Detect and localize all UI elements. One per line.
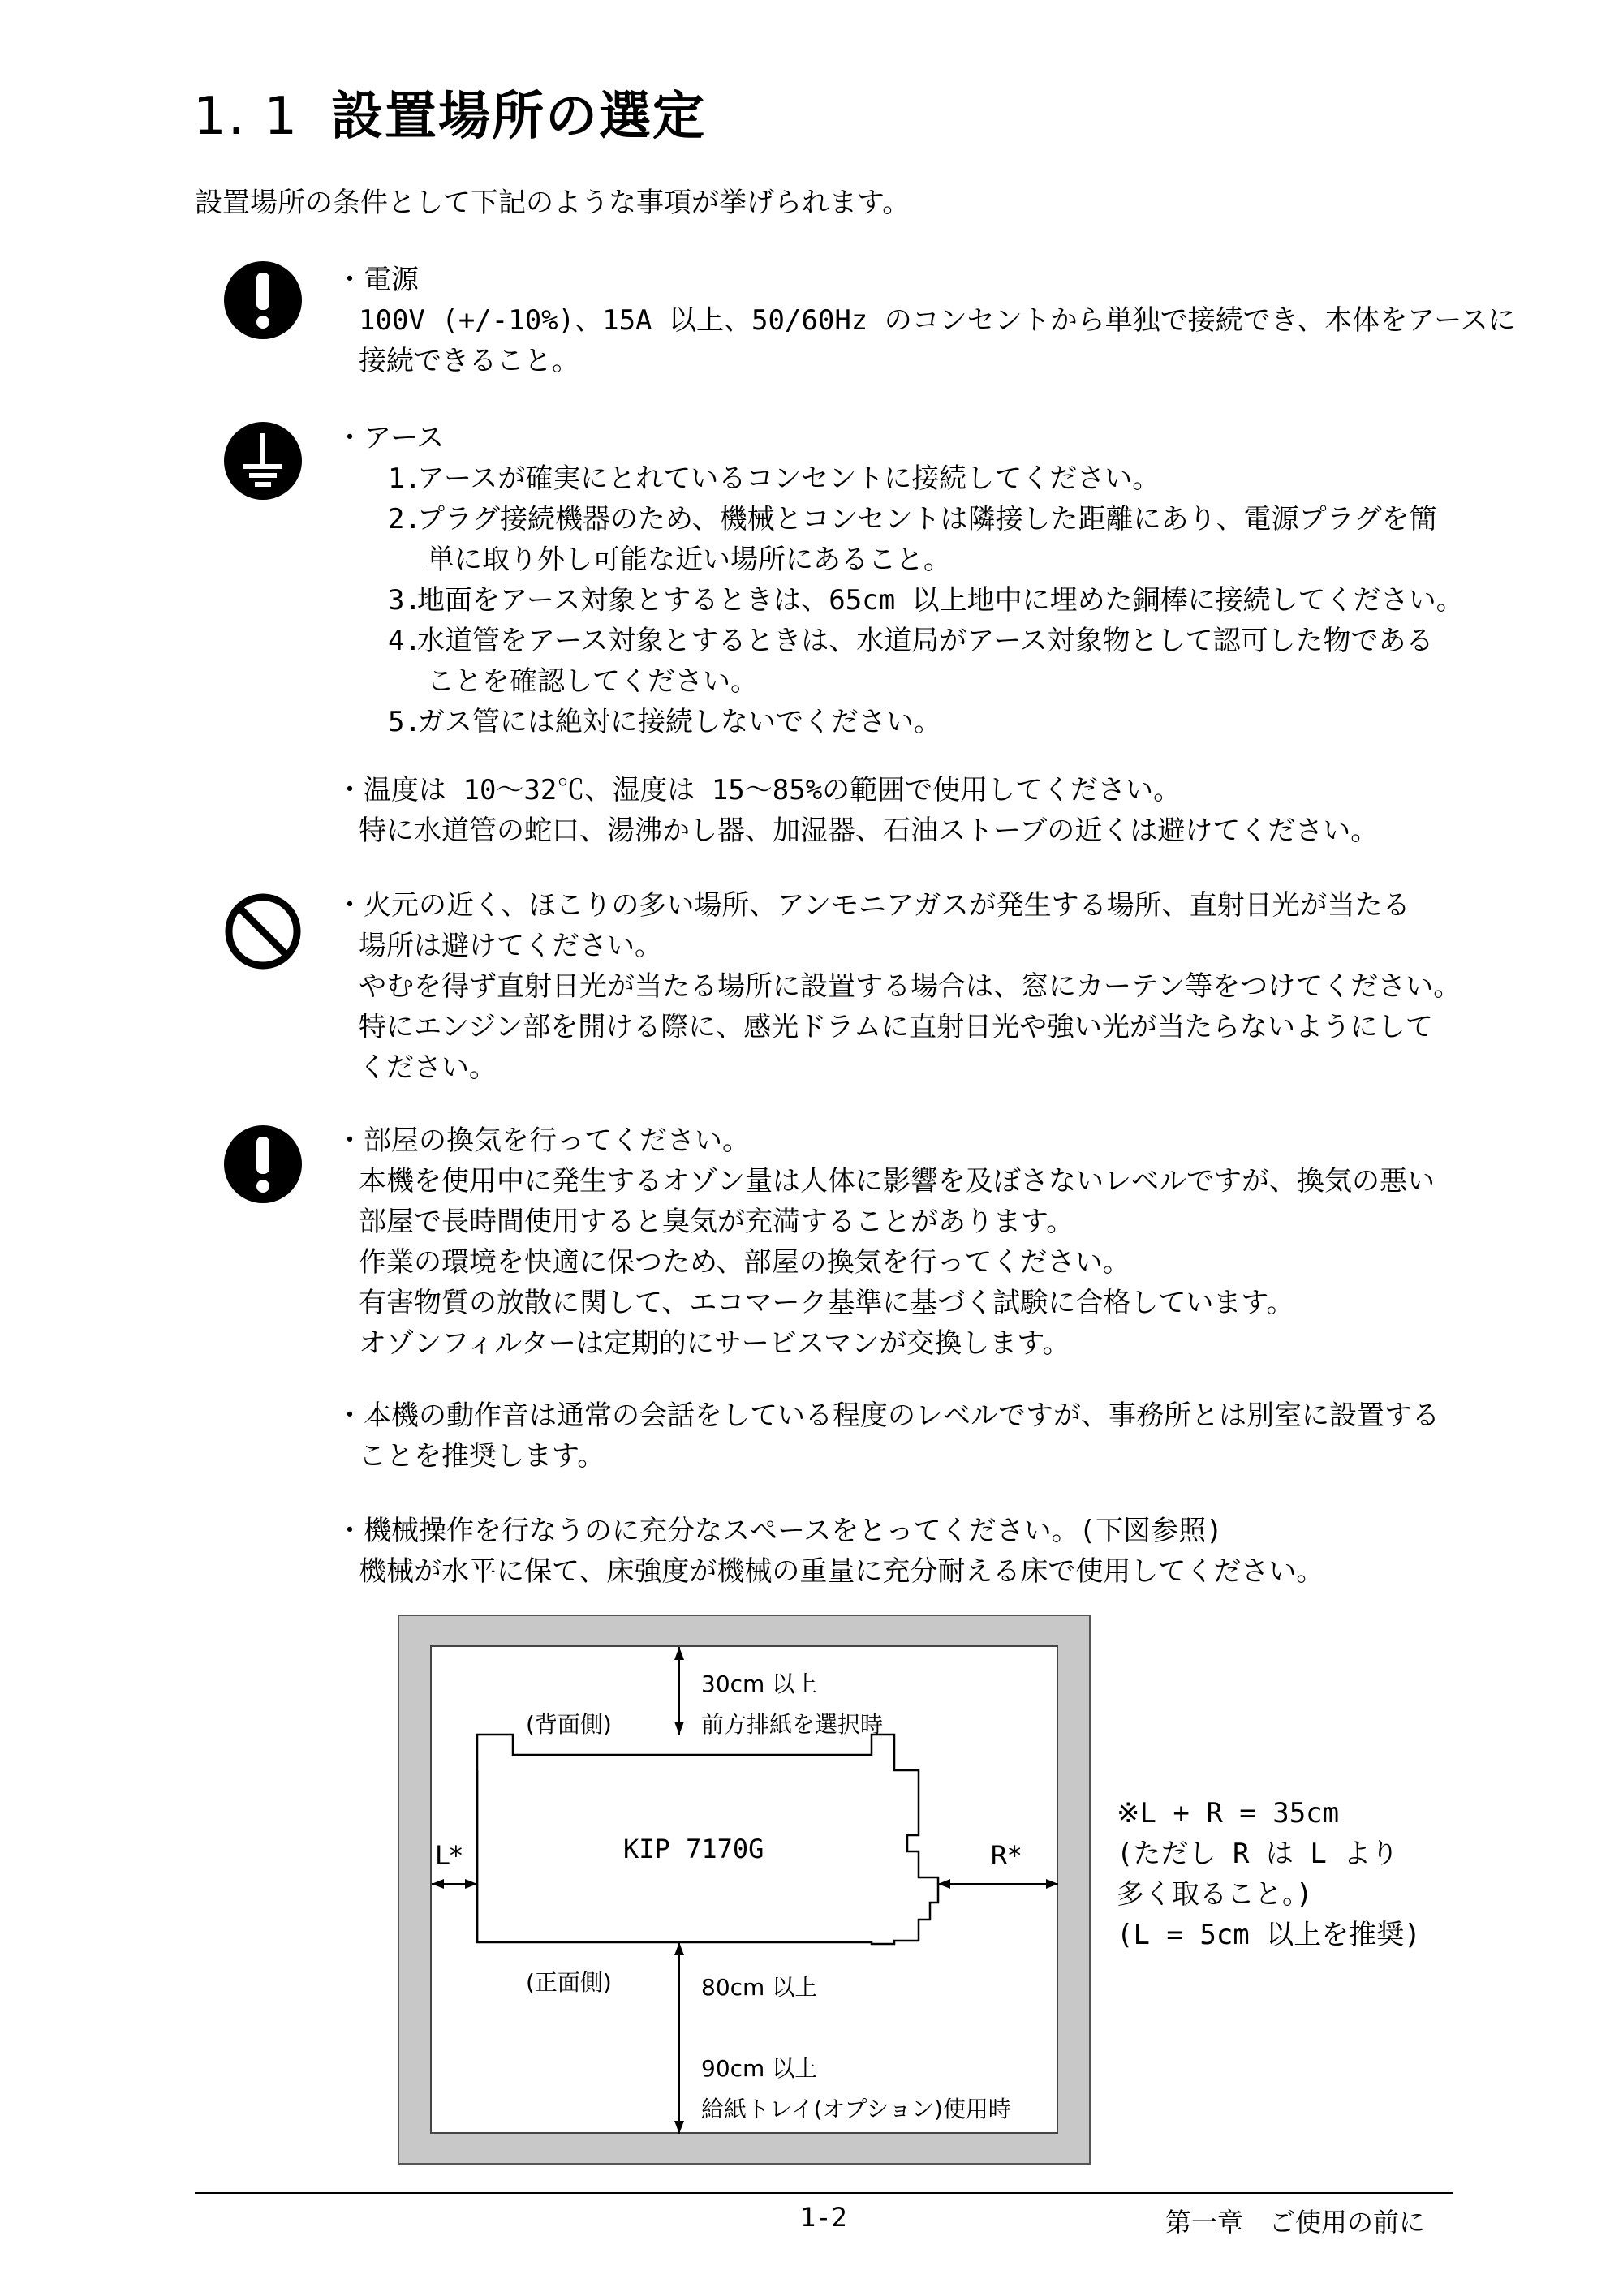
ventilation-line: 作業の環境を快適に保つため、部屋の換気を行ってください。 bbox=[359, 1246, 1130, 1279]
top-clearance-label: 30cm 以上 bbox=[701, 1670, 818, 1697]
fire-heading: ・火元の近く、ほこりの多い場所、アンモニアガスが発生する場所、直射日光が当たる bbox=[336, 889, 1410, 922]
installation-diagram bbox=[398, 1615, 1091, 2165]
list-item-continuation: ことを確認してください。 bbox=[427, 665, 758, 698]
power-section bbox=[336, 260, 1516, 381]
temperature-section bbox=[336, 770, 1378, 851]
temperature-line: 特に水道管の蛇口、湯沸かし器、加湿器、石油ストーブの近くは避けてください。 bbox=[359, 815, 1379, 847]
exclamation-icon bbox=[222, 260, 304, 341]
fire-section bbox=[336, 885, 1461, 1088]
back-side-label: (背面側) bbox=[526, 1711, 612, 1738]
earth-list bbox=[336, 458, 1464, 742]
temperature-heading: ・温度は 10～32℃、湿度は 15～85%の範囲で使用してください。 bbox=[336, 774, 1182, 806]
power-line: 100V (+/-10%)、15A 以上、50/60Hz のコンセントから単独で接続でき、本体をアースに bbox=[359, 304, 1516, 337]
power-line: 接続できること。 bbox=[359, 345, 579, 377]
space-section bbox=[336, 1511, 1324, 1592]
ventilation-line: 部屋で長時間使用すると臭気が充満することがあります。 bbox=[359, 1206, 1074, 1238]
section-title: 設置場所の選定 bbox=[331, 87, 706, 147]
note-line: (L = 5cm 以上を推奨) bbox=[1117, 1919, 1421, 1951]
earth-heading: ・アース bbox=[336, 422, 445, 454]
top-clearance-note: 前方排紙を選択時 bbox=[701, 1711, 884, 1738]
noise-line: ことを推奨します。 bbox=[359, 1440, 605, 1473]
section-number: 1. 1 bbox=[193, 87, 299, 147]
space-line: 機械が水平に保て、床強度が機械の重量に充分耐える床で使用してください。 bbox=[359, 1555, 1324, 1588]
ventilation-line: 本機を使用中に発生するオゾン量は人体に影響を及ぼさないレベルですが、換気の悪い bbox=[359, 1165, 1435, 1197]
right-clearance-label: R* bbox=[990, 1840, 1022, 1871]
space-heading: ・機械操作を行なうのに充分なスペースをとってください。(下図参照) bbox=[336, 1515, 1223, 1547]
intro-text: 設置場所の条件として下記のような事項が挙げられます。 bbox=[195, 187, 911, 219]
note-line: 多く取ること。) bbox=[1117, 1878, 1313, 1911]
fire-line: ください。 bbox=[359, 1051, 497, 1084]
prohibited-icon bbox=[222, 891, 304, 972]
note-line: (ただし R は L より bbox=[1117, 1838, 1399, 1870]
fire-line: 特にエンジン部を開ける際に、感光ドラムに直射日光や強い光が当たらないようにして bbox=[359, 1011, 1433, 1043]
ventilation-line: 有害物質の放散に関して、エコマーク基準に基づく試験に合格しています。 bbox=[359, 1287, 1294, 1319]
section-heading bbox=[193, 75, 706, 149]
front-side-label: (正面側) bbox=[526, 1969, 612, 1996]
list-item-continuation: 単に取り外し可能な近い場所にあること。 bbox=[427, 544, 951, 576]
noise-section bbox=[336, 1395, 1440, 1477]
exclamation-icon bbox=[222, 1124, 304, 1205]
ground-icon bbox=[222, 420, 304, 501]
bottom-clearance2-note: 給紙トレイ(オプション)使用時 bbox=[701, 2096, 1011, 2122]
power-heading: ・電源 bbox=[336, 264, 419, 296]
list-item: 5. ガス管には絶対に接続しないでください。 bbox=[388, 706, 941, 738]
page-number: 1-2 bbox=[800, 2202, 847, 2233]
ventilation-line: オゾンフィルターは定期的にサービスマンが交換します。 bbox=[359, 1327, 1070, 1360]
footer-divider bbox=[195, 2192, 1453, 2194]
fire-line: やむを得ず直射日光が当たる場所に設置する場合は、窓にカーテン等をつけてください。 bbox=[359, 970, 1462, 1003]
machine-label: KIP 7170G bbox=[623, 1834, 764, 1864]
note-line: ※L + R = 35cm bbox=[1117, 1797, 1340, 1829]
fire-line: 場所は避けてください。 bbox=[359, 930, 662, 962]
list-item: 1. アースが確実にとれているコンセントに接続してください。 bbox=[388, 462, 1160, 495]
bottom-clearance-label: 80cm 以上 bbox=[701, 1974, 818, 2001]
list-item: 4. 水道管をアース対象とするときは、水道局がアース対象物として認可した物である bbox=[388, 625, 1434, 657]
left-clearance-label: L* bbox=[435, 1840, 463, 1871]
chapter-title: 第一章 ご使用の前に bbox=[1165, 2207, 1426, 2238]
noise-heading: ・本機の動作音は通常の会話をしている程度のレベルですが、事務所とは別室に設置する bbox=[336, 1400, 1440, 1432]
list-item: 2. プラグ接続機器のため、機械とコンセントは隣接した距離にあり、電源プラグを簡 bbox=[388, 503, 1437, 535]
ventilation-heading: ・部屋の換気を行ってください。 bbox=[336, 1124, 750, 1157]
ventilation-section bbox=[336, 1120, 1435, 1364]
bottom-clearance2-label: 90cm 以上 bbox=[701, 2055, 818, 2082]
earth-section bbox=[336, 418, 1464, 742]
list-item: 3. 地面をアース対象とするときは、65cm 以上地中に埋めた銅棒に接続してください。 bbox=[388, 584, 1464, 617]
clearance-note bbox=[1117, 1793, 1421, 1955]
